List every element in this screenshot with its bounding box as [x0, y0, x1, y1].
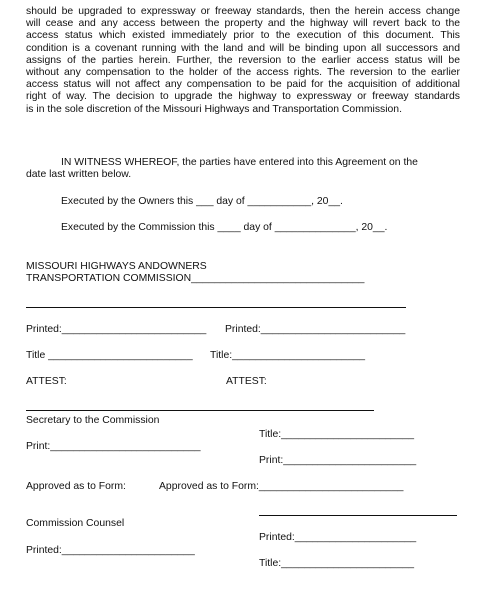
- parties-header-line-1: [26, 261, 207, 273]
- executed-by-commission: Executed by the Commission this ____ day of ______________, 20__.: [61, 222, 388, 233]
- title-field-commission[interactable]: Title _________________________: [26, 350, 193, 361]
- signature-line[interactable]: [26, 307, 406, 308]
- paragraph-line: is in the sole discretion of the Missouri Highways and Transportation Commission.: [26, 103, 402, 115]
- access-reversion-paragraph: [26, 6, 460, 116]
- paragraph-line: will cease and any access between the property and the highway will revert back to the: [26, 18, 460, 30]
- witness-line-1: IN WITNESS WHEREOF, the parties have entered into this Agreement on the: [61, 157, 418, 168]
- parties-header-line-2: TRANSPORTATION COMMISSION______________________________: [26, 273, 365, 284]
- commission-party-label: MISSOURI HIGHWAYS AND: [26, 261, 160, 272]
- printed-field-owner[interactable]: Printed:_________________________: [225, 324, 406, 335]
- secretary-label: Secretary to the Commission: [26, 415, 160, 426]
- paragraph-line: assigns of the parties herein. Further, the reversion to the earlier access status will be: [26, 54, 460, 66]
- printed-field-owner-counsel[interactable]: Printed:_____________________: [259, 532, 417, 543]
- attest-label-owner: ATTEST:: [226, 376, 267, 387]
- print-field-secretary[interactable]: Print:__________________________: [26, 441, 201, 452]
- print-field-owner-attest[interactable]: Print:_______________________: [259, 455, 417, 466]
- paragraph-line: without any compensation to the holder of the access rights. The reversion to the earlier: [26, 67, 460, 79]
- approved-as-to-form-commission: Approved as to Form:: [26, 481, 126, 492]
- attest-label-commission: ATTEST:: [26, 376, 67, 387]
- owners-party-label: OWNERS: [159, 261, 207, 272]
- title-field-owner-attest[interactable]: Title:_______________________: [259, 429, 415, 440]
- paragraph-line: access status will not affect any compensation to be paid for the acquisition of additional: [26, 79, 460, 91]
- attest-signature-line[interactable]: [26, 410, 374, 411]
- printed-field-counsel[interactable]: Printed:_______________________: [26, 545, 195, 556]
- commission-counsel-label: Commission Counsel: [26, 518, 125, 529]
- paragraph-line: condition is a covenant running with the land and will be binding upon all successors and: [26, 42, 460, 54]
- executed-by-owners: Executed by the Owners this ___ day of ___________, 20__.: [61, 196, 343, 207]
- approved-as-to-form-owner[interactable]: Approved as to Form:_________________________: [159, 481, 404, 492]
- paragraph-line: should be upgraded to expressway or freeway standards, then the herein access change: [26, 6, 460, 17]
- printed-field-commission[interactable]: Printed:_________________________: [26, 324, 207, 335]
- witness-line-2: date last written below.: [26, 169, 132, 180]
- paragraph-line: right of way. The decision to upgrade the highway to expressway or freeway standards: [26, 91, 460, 103]
- title-field-owner-counsel[interactable]: Title:_______________________: [259, 558, 415, 569]
- title-field-owner[interactable]: Title:_______________________: [210, 350, 366, 361]
- paragraph-line: access status which existed immediately prior to the execution of this document. This: [26, 30, 460, 42]
- approved-signature-line[interactable]: [259, 515, 457, 516]
